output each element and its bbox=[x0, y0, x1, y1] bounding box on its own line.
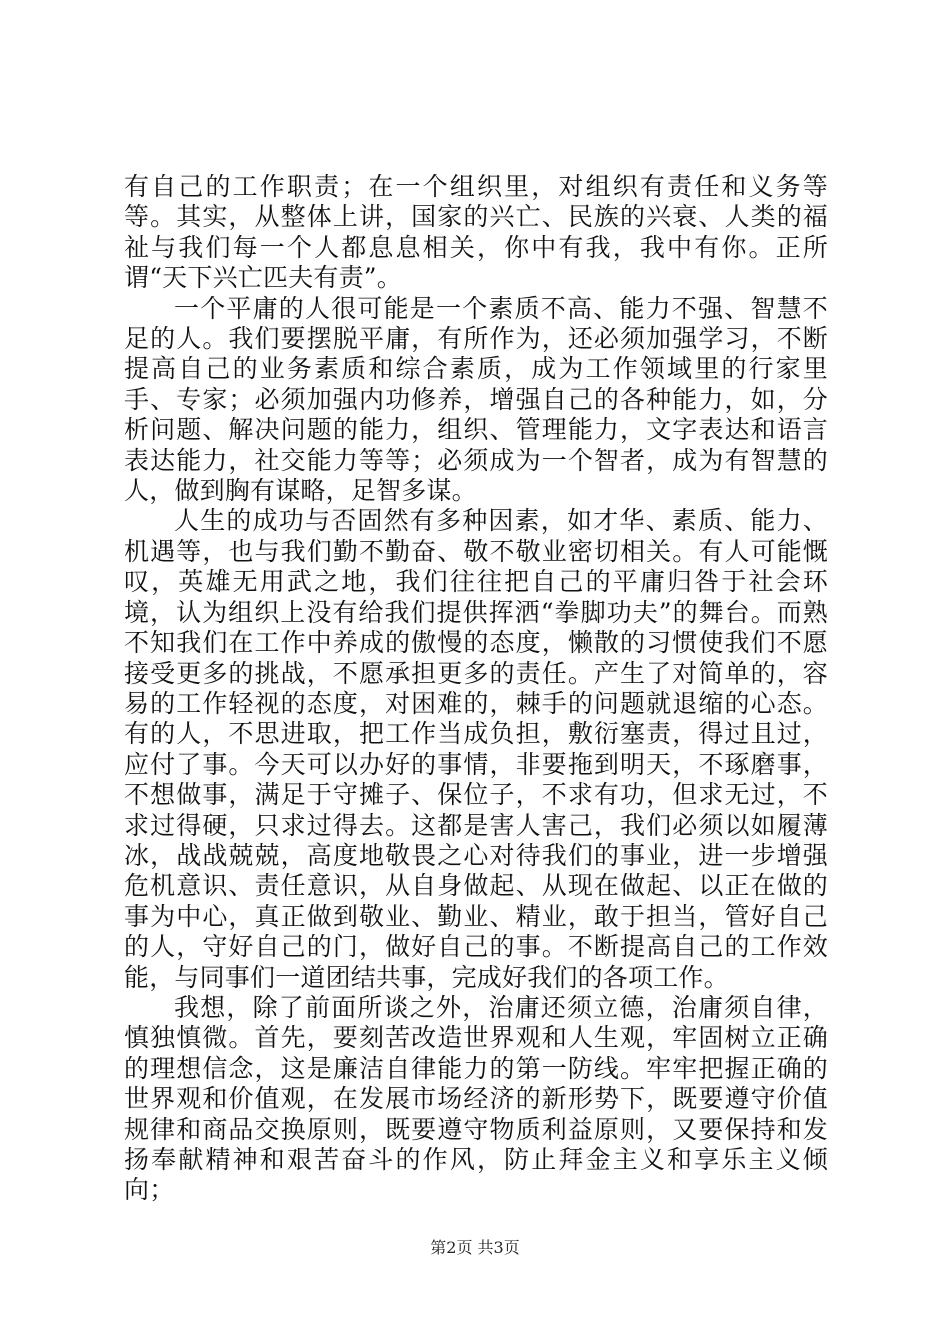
paragraph-4: 我想，除了前面所谈之外，治庸还须立德，治庸须自律，慎独慎微。首先，要刻苦改造世界观和人生观，牢固树立正确的理想信念，这是廉洁自律能力的第一防线。牢牢把握正确的世界观和价值观，在发展市场经济的新形势下，既要遵守价值规律和商品交换原则，既要遵守物质利益原则，又要保持和发扬奉献精神和艰苦奋斗的作风，防止拜金主义和享乐主义倾向； bbox=[124, 992, 828, 1205]
document-body bbox=[124, 172, 828, 1206]
page-number-footer: 第2页 共3页 bbox=[430, 1238, 520, 1257]
paragraph-2: 一个平庸的人很可能是一个素质不高、能力不强、智慧不足的人。我们要摆脱平庸，有所作为，还必须加强学习，不断提高自己的业务素质和综合素质，成为工作领域里的行家里手、专家；必须加强内功修养，增强自己的各种能力，如，分析问题、解决问题的能力，组织、管理能力，文字表达和语言表达能力，社交能力等等；必须成为一个智者，成为有智慧的人，做到胸有谋略，足智多谋。 bbox=[124, 293, 828, 506]
paragraph-1: 有自己的工作职责；在一个组织里，对组织有责任和义务等等。其实，从整体上讲，国家的兴亡、民族的兴衰、人类的福祉与我们每一个人都息息相关，你中有我，我中有你。正所谓“天下兴亡匹夫有责”。 bbox=[124, 172, 828, 293]
paragraph-3: 人生的成功与否固然有多种因素，如才华、素质、能力、机遇等，也与我们勤不勤奋、敬不敬业密切相关。有人可能慨叹，英雄无用武之地，我们往往把自己的平庸归咎于社会环境，认为组织上没有给我们提供挥洒“拳脚功夫”的舞台。而熟不知我们在工作中养成的傲慢的态度，懒散的习惯使我们不愿接受更多的挑战，不愿承担更多的责任。产生了对简单的，容易的工作轻视的态度，对困难的，棘手的问题就退缩的心态。有的人，不思进取，把工作当成负担，敷衍塞责，得过且过，应付了事。今天可以办好的事情，非要拖到明天，不琢磨事，不想做事，满足于守摊子、保位子，不求有功，但求无过，不求过得硬，只求过得去。这都是害人害己，我们必须以如履薄冰，战战兢兢，高度地敬畏之心对待我们的事业，进一步增强危机意识、责任意识，从自身做起、从现在做起、以正在做的事为中心，真正做到敬业、勤业、精业，敢于担当，管好自己的人，守好自己的门，做好自己的事。不断提高自己的工作效能，与同事们一道团结共事，完成好我们的各项工作。 bbox=[124, 506, 828, 992]
